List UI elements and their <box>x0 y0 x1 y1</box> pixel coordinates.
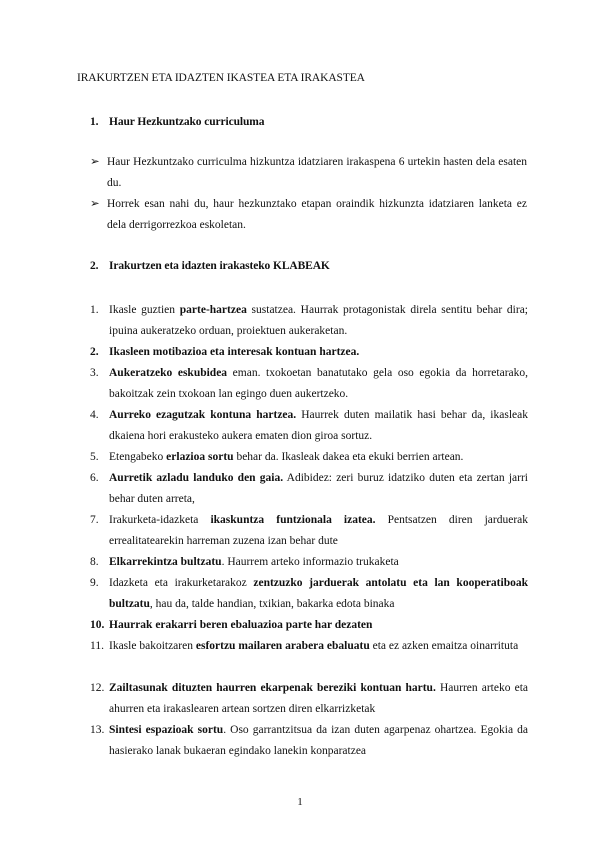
bold-phrase: Aurreko ezagutzak kontuna hartzea. <box>109 409 297 421</box>
list-item-text <box>109 405 528 447</box>
page-number: 1 <box>297 796 303 808</box>
text-run: Haurrek duten mailatik hasi behar da, ikasleak dkaiena hori erakusteko aukera ematen dion giroa sortuz. <box>109 409 528 442</box>
list-item-text <box>109 678 528 720</box>
list-item <box>90 405 528 447</box>
text-run: Ikasle guztien <box>109 304 180 316</box>
list-item-number: 7. <box>90 514 99 526</box>
list-item-text <box>109 636 528 657</box>
section-1-number: 1. <box>90 116 99 128</box>
document-title: IRAKURTZEN ETA IDAZTEN IKASTEA ETA IRAKASTEA <box>77 72 365 84</box>
list-item <box>90 615 528 636</box>
list-item-number: 8. <box>90 556 99 568</box>
list-item-text <box>109 447 528 468</box>
bold-phrase: Zailtasunak dituzten haurren ekarpenak bereziki kontuan hartu. <box>109 682 436 694</box>
text-run: Etengabeko <box>109 451 167 463</box>
bold-phrase: esfortzu mailaren arabera ebaluatu <box>195 640 370 652</box>
bold-phrase: Elkarrekintza bultzatu <box>109 556 222 568</box>
list-item-text <box>109 468 528 510</box>
bold-phrase: ikaskuntza funtzionala izatea. <box>210 514 376 526</box>
arrow-bullet-icon: ➢ <box>90 198 100 210</box>
text-run: , hau da, talde handian, txikian, bakarka edota binaka <box>149 598 395 610</box>
list-item <box>90 636 528 657</box>
list-item-number: 12. <box>90 682 105 694</box>
bold-phrase: Haurrak erakarri beren ebaluazioa parte har dezaten <box>109 619 373 631</box>
text-run: eta ez azken emaitza oinarrituta <box>369 640 519 652</box>
bullet-text: Haur Hezkuntzako curriculma hizkuntza idatziaren irakaspena 6 urtekin hasten dela esaten du. <box>107 156 527 189</box>
list-item <box>90 300 528 342</box>
text-run: sustatzea. Haurrak protagonistak direla sentitu behar dira; ipuina aukeratzeko orduan, proiektuen aukeraketan. <box>109 304 529 337</box>
text-run: . Haurrem arteko informazio trukaketa <box>221 556 399 568</box>
list-item-text <box>109 510 528 552</box>
arrow-bullet-icon: ➢ <box>90 156 100 168</box>
list-item-text <box>109 615 528 636</box>
text-run: . Oso garrantzitsua da izan duten agarpenaz ohartzea. Egokia da hasierako lanak bukaeran egindako lanekin konparatzea <box>109 724 528 757</box>
section-1-title: Haur Hezkuntzako curriculuma <box>109 116 265 128</box>
section-2-title: Irakurtzen eta idazten irakasteko KLABEAK <box>109 260 330 272</box>
list-item-number: 4. <box>90 409 99 421</box>
list-item-number: 5. <box>90 451 99 463</box>
text-run: Idazketa eta irakurketarakoz <box>109 577 254 589</box>
list-item-number: 10. <box>90 619 105 631</box>
bold-phrase: parte-hartzea <box>179 304 247 316</box>
list-item <box>90 363 528 405</box>
text-run: Pentsatzen diren jarduerak errealitatearekin harreman zuzena izan behar dute <box>109 514 528 547</box>
list-item <box>90 342 528 363</box>
list-item-number: 1. <box>90 304 99 316</box>
list-item <box>90 447 528 468</box>
list-item <box>90 552 528 573</box>
bold-phrase: Aukeratzeko eskubidea <box>109 367 228 379</box>
list-item-text <box>109 552 528 573</box>
list-item <box>90 720 528 762</box>
list-item-number: 3. <box>90 367 99 379</box>
bold-phrase: Sintesi espazioak sortu <box>109 724 224 736</box>
bullet-item <box>90 152 527 194</box>
section-2-number: 2. <box>90 260 99 272</box>
list-item-text <box>109 573 528 615</box>
text-run: behar da. Ikasleak dakea eta ekuki berrien artean. <box>233 451 464 463</box>
list-item-text <box>109 363 528 405</box>
list-item <box>90 573 528 615</box>
bullet-text: Horrek esan nahi du, haur hezkunztako etapan oraindik hizkunzta idatziaren lanketa ez dela derrigorrezkoa eskoletan. <box>107 198 527 231</box>
list-item-number: 9. <box>90 577 99 589</box>
bold-phrase: erlazioa sortu <box>166 451 234 463</box>
text-run: Irakurketa-idazketa <box>109 514 211 526</box>
list-item-text <box>109 342 528 363</box>
list-item-number: 13. <box>90 724 105 736</box>
list-item <box>90 510 528 552</box>
bullet-item <box>90 194 527 236</box>
text-run: Haurren arteko eta ahurren eta irakaslearen artean sortzen diren elkarrizketak <box>109 682 528 715</box>
list-item-number: 11. <box>90 640 104 652</box>
list-item <box>90 678 528 720</box>
list-item-number: 6. <box>90 472 99 484</box>
list-item-number: 2. <box>90 346 99 358</box>
list-item-text <box>109 720 528 762</box>
list-item <box>90 468 528 510</box>
text-run: eman. txokoetan banatutako gela oso egokia da horretarako, bakoitzak zein txokoan lan egingo duen aukertzeko. <box>109 367 528 400</box>
bold-phrase: Aurretik azladu landuko den gaia. <box>109 472 284 484</box>
text-run: Adibidez: zeri buruz idatziko duten eta zertan jarri behar duten arreta, <box>109 472 529 505</box>
bold-phrase: Ikasleen motibazioa eta interesak kontuan hartzea. <box>109 346 360 358</box>
bold-phrase: zentzuzko jarduerak antolatu eta lan kooperatiboak bultzatu <box>109 577 528 610</box>
text-run: Ikasle bakoitzaren <box>109 640 196 652</box>
list-item-text <box>109 300 528 342</box>
